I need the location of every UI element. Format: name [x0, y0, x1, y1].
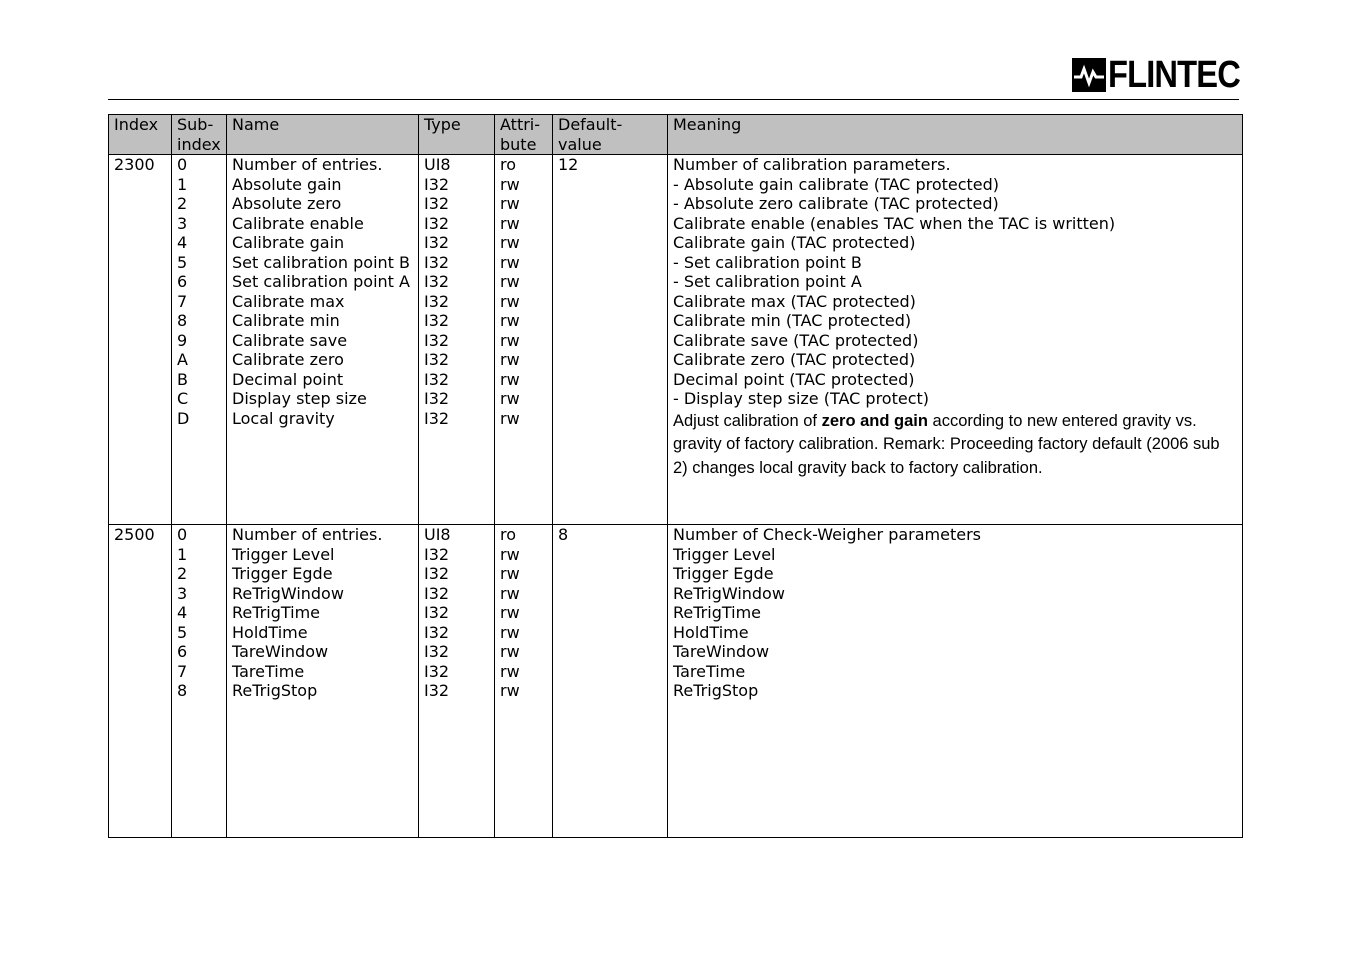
company-logo: [1072, 56, 1261, 94]
name-item: Calibrate zero: [232, 350, 344, 369]
type-item: I32: [424, 233, 450, 252]
attribute-item: rw: [500, 174, 520, 194]
logo-wordmark: FLINTEC: [1108, 54, 1240, 96]
col-header-subindex: [172, 115, 227, 155]
meaning-item: - Set calibration point B: [673, 252, 862, 272]
table-header-row: [109, 115, 1243, 155]
table-row-2300: [109, 155, 1243, 525]
attribute-item: rw: [500, 330, 520, 350]
type-item: I32: [424, 408, 450, 428]
attribute-item: rw: [500, 272, 520, 291]
meaning-item: ReTrigWindow: [673, 583, 785, 603]
attribute-item: rw: [500, 389, 520, 408]
cell-name-list: [227, 155, 419, 525]
subindex-item: 8: [177, 311, 188, 330]
meaning-item: - Absolute zero calibrate (TAC protected): [673, 194, 999, 213]
type-item: I32: [424, 603, 450, 622]
subindex-item: 3: [177, 213, 188, 233]
attribute-item: rw: [500, 583, 520, 603]
name-item: HoldTime: [232, 622, 308, 642]
cell-default: 8: [553, 525, 668, 838]
meaning-item: Calibrate zero (TAC protected): [673, 350, 916, 369]
attribute-item: ro: [500, 155, 517, 174]
cell-index: 2300: [109, 155, 172, 525]
hdr-type: Type: [424, 115, 461, 134]
cell-default: 12: [553, 155, 668, 525]
attribute-item: rw: [500, 291, 520, 311]
type-item: I32: [424, 252, 450, 272]
subindex-item: 4: [177, 603, 188, 622]
type-item: I32: [424, 681, 450, 700]
attribute-item: rw: [500, 233, 520, 252]
subindex-item: 7: [177, 291, 188, 311]
meaning-item: ReTrigTime: [673, 603, 761, 622]
name-item: Trigger Egde: [232, 564, 333, 583]
name-item: Decimal point: [232, 369, 344, 389]
name-item: Calibrate min: [232, 311, 340, 330]
type-item: I32: [424, 369, 450, 389]
name-item: ReTrigTime: [232, 603, 320, 622]
subindex-item: 3: [177, 583, 188, 603]
col-header-index: [109, 115, 172, 155]
subindex-item: 6: [177, 642, 188, 661]
meaning-item: TareTime: [673, 661, 746, 681]
attribute-item: rw: [500, 544, 520, 564]
type-item: I32: [424, 661, 450, 681]
subindex-item: D: [177, 408, 190, 428]
attribute-item: rw: [500, 213, 520, 233]
type-item: I32: [424, 642, 450, 661]
type-item: I32: [424, 174, 450, 194]
meaning-item: Trigger Level: [673, 544, 776, 564]
attribute-item: rw: [500, 311, 520, 330]
subindex-item: 2: [177, 564, 188, 583]
type-item: I32: [424, 350, 450, 369]
cell-meaning-list: [668, 525, 1243, 838]
subindex-item: 5: [177, 252, 188, 272]
meaning-item: Calibrate max (TAC protected): [673, 291, 916, 311]
hdr-index: Index: [114, 115, 159, 134]
name-item: Display step size: [232, 389, 367, 408]
parameter-table: [108, 114, 1243, 838]
flintec-wave-icon: [1072, 58, 1106, 92]
attribute-item: rw: [500, 350, 520, 369]
meaning-item: Number of Check-Weigher parameters: [673, 525, 981, 544]
attribute-item: rw: [500, 408, 520, 428]
type-item: I32: [424, 583, 450, 603]
attribute-item: rw: [500, 252, 520, 272]
attribute-item: rw: [500, 642, 520, 661]
type-item: I32: [424, 194, 450, 213]
cell-type-list: [419, 525, 495, 838]
attribute-item: rw: [500, 369, 520, 389]
subindex-item: 7: [177, 661, 188, 681]
name-item: Calibrate gain: [232, 233, 345, 252]
name-item: Absolute gain: [232, 174, 342, 194]
meaning-item: - Display step size (TAC protect): [673, 389, 930, 408]
name-item: ReTrigWindow: [232, 583, 344, 603]
hdr-name: Name: [232, 115, 280, 134]
name-item: ReTrigStop: [232, 681, 318, 700]
subindex-item: 8: [177, 681, 188, 700]
subindex-item: 0: [177, 155, 188, 174]
type-item: I32: [424, 389, 450, 408]
meaning-item: Calibrate save (TAC protected): [673, 330, 919, 350]
col-header-name: [227, 115, 419, 155]
cell-attribute-list: [495, 155, 553, 525]
cell-index: 2500: [109, 525, 172, 838]
type-item: I32: [424, 213, 450, 233]
gravity-note-bold: zero and gain: [821, 411, 928, 430]
type-item: I32: [424, 291, 450, 311]
type-item: I32: [424, 564, 450, 583]
subindex-item: 1: [177, 544, 188, 564]
name-item: Set calibration point B: [232, 252, 410, 272]
cell-meaning-list: [668, 155, 1243, 525]
attribute-item: rw: [500, 564, 520, 583]
name-item: Absolute zero: [232, 194, 342, 213]
type-item: UI8: [424, 155, 451, 174]
name-item: Number of entries.: [232, 525, 383, 544]
subindex-item: 9: [177, 330, 188, 350]
meaning-item: Calibrate min (TAC protected): [673, 311, 912, 330]
hdr-meaning: Meaning: [673, 115, 742, 134]
gravity-note: [673, 410, 1238, 481]
subindex-item: A: [177, 350, 188, 369]
meaning-item: Calibrate enable (enables TAC when the TAC is written): [673, 213, 1116, 233]
name-item: Number of entries.: [232, 155, 383, 174]
col-header-type: [419, 115, 495, 155]
hdr-default: Default- value: [558, 115, 623, 154]
cell-subindex-list: [172, 155, 227, 525]
subindex-item: 1: [177, 174, 188, 194]
type-item: I32: [424, 330, 450, 350]
hdr-attribute: Attri- bute: [500, 115, 541, 154]
attribute-item: rw: [500, 194, 520, 213]
name-item: Local gravity: [232, 408, 335, 428]
hdr-subindex: Sub- index: [177, 115, 221, 154]
header-rule: [108, 99, 1239, 100]
type-item: UI8: [424, 525, 451, 544]
meaning-item: Calibrate gain (TAC protected): [673, 233, 916, 252]
subindex-item: 2: [177, 194, 188, 213]
meaning-item: TareWindow: [673, 642, 770, 661]
meaning-item: ReTrigStop: [673, 681, 759, 700]
name-item: TareWindow: [232, 642, 329, 661]
gravity-note-prefix: Adjust calibration of: [673, 411, 822, 430]
type-item: I32: [424, 311, 450, 330]
attribute-item: rw: [500, 603, 520, 622]
name-item: Calibrate max: [232, 291, 345, 311]
type-item: I32: [424, 272, 450, 291]
type-item: I32: [424, 544, 450, 564]
attribute-item: rw: [500, 681, 520, 700]
name-item: Calibrate enable: [232, 213, 364, 233]
meaning-item: Number of calibration parameters.: [673, 155, 951, 174]
type-item: I32: [424, 622, 450, 642]
meaning-item: - Set calibration point A: [673, 272, 862, 291]
name-item: Calibrate save: [232, 330, 348, 350]
subindex-item: 4: [177, 233, 188, 252]
meaning-item: Decimal point (TAC protected): [673, 369, 915, 389]
subindex-item: 5: [177, 622, 188, 642]
cell-subindex-list: [172, 525, 227, 838]
subindex-item: 6: [177, 272, 188, 291]
meaning-item: HoldTime: [673, 622, 749, 642]
name-item: Set calibration point A: [232, 272, 410, 291]
subindex-item: C: [177, 389, 189, 408]
name-item: TareTime: [232, 661, 305, 681]
subindex-item: B: [177, 369, 188, 389]
attribute-item: rw: [500, 661, 520, 681]
cell-attribute-list: [495, 525, 553, 838]
gravity-note-suffix: according to new entered gravity vs. gravity of factory calibration. Remark: Proceeding factory default (2006 sub 2) changes local gravity back to factory calibration.: [673, 411, 1220, 477]
col-header-attribute: [495, 115, 553, 155]
table-row-2500: [109, 525, 1243, 838]
attribute-item: ro: [500, 525, 517, 544]
name-item: Trigger Level: [232, 544, 335, 564]
cell-type-list: [419, 155, 495, 525]
cell-name-list: [227, 525, 419, 838]
subindex-item: 0: [177, 525, 188, 544]
attribute-item: rw: [500, 622, 520, 642]
col-header-default: [553, 115, 668, 155]
col-header-meaning: [668, 115, 1243, 155]
meaning-item: - Absolute gain calibrate (TAC protected): [673, 174, 1000, 194]
meaning-item: Trigger Egde: [673, 564, 774, 583]
